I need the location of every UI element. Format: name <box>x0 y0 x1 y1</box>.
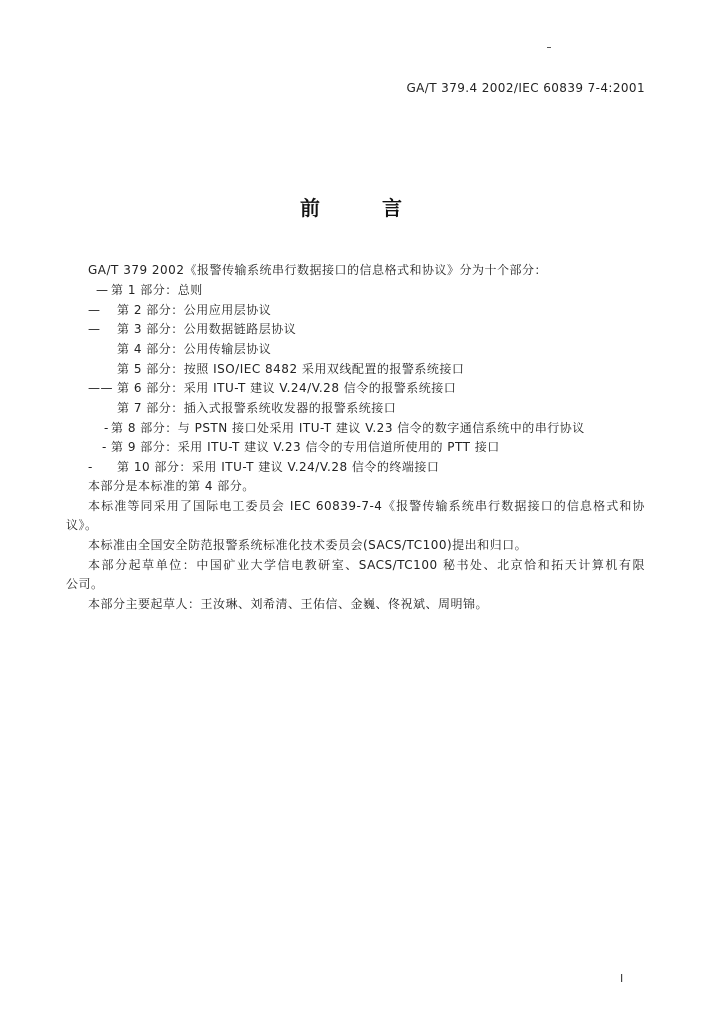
list-item-text: 第 9 部分：采用 ITU-T 建议 V.23 信令的专用信道所使用的 PTT 接口 <box>111 440 500 454</box>
list-item-text: 第 4 部分：公用传输层协议 <box>117 342 272 356</box>
proposed-by-paragraph: 本标准由全国安全防范报警系统标准化技术委员会(SACS/TC100)提出和归口。 <box>88 538 528 552</box>
list-item <box>0 321 716 338</box>
list-item <box>0 459 716 476</box>
page-number: I <box>620 972 624 985</box>
drafters-paragraph: 本部分主要起草人：王汝琳、刘希清、王佑信、金巍、佟祝斌、周明锦。 <box>88 597 489 611</box>
list-item-text: 第 1 部分：总则 <box>111 283 203 297</box>
list-dash: - <box>104 421 109 435</box>
list-dash: - <box>88 460 93 474</box>
list-dash: — <box>88 322 101 336</box>
part-note-paragraph: 本部分是本标准的第 4 部分。 <box>88 479 255 493</box>
list-dash: — <box>96 283 109 297</box>
list-item-text: 第 5 部分：按照 ISO/IEC 8482 采用双线配置的报警系统接口 <box>117 362 465 376</box>
list-item-text: 第 6 部分：采用 ITU-T 建议 V.24/V.28 信令的报警系统接口 <box>117 381 457 395</box>
adoption-paragraph-line-1: 本标准等同采用了国际电工委员会 IEC 60839-7-4《报警传输系统串行数据接口的信息格式和协 <box>88 499 645 513</box>
list-dash: —— <box>88 381 113 395</box>
list-item-text: 第 7 部分：插入式报警系统收发器的报警系统接口 <box>117 401 397 415</box>
page-title-char-1: 前 <box>300 196 320 220</box>
drafting-units-line-1: 本部分起草单位：中国矿业大学信电教研室、SACS/TC100 秘书处、北京恰和拓天计算机有限 <box>88 558 645 572</box>
standard-code-header: GA/T 379.4 2002/IEC 60839 7-4:2001 <box>406 81 645 95</box>
list-item-text: 第 2 部分：公用应用层协议 <box>117 303 272 317</box>
list-item <box>0 361 716 378</box>
list-item <box>0 380 716 397</box>
list-dash: — <box>88 303 101 317</box>
list-item <box>0 282 716 299</box>
list-item <box>0 400 716 417</box>
page-title-char-2: 言 <box>382 196 402 220</box>
list-item-text: 第 10 部分：采用 ITU-T 建议 V.24/V.28 信令的终端接口 <box>117 460 440 474</box>
intro-paragraph: GA/T 379 2002《报警传输系统串行数据接口的信息格式和协议》分为十个部分： <box>88 263 547 277</box>
list-item <box>0 302 716 319</box>
list-item-text: 第 8 部分：与 PSTN 接口处采用 ITU-T 建议 V.23 信令的数字通信系统中的串行协议 <box>111 421 585 435</box>
list-item <box>0 420 716 437</box>
list-item-text: 第 3 部分：公用数据链路层协议 <box>117 322 297 336</box>
list-item <box>0 341 716 358</box>
list-item <box>0 439 716 456</box>
adoption-paragraph-line-2: 议》。 <box>66 518 98 532</box>
drafting-units-line-2: 公司。 <box>66 577 104 591</box>
scan-speck <box>547 47 551 48</box>
list-dash: - <box>102 440 107 454</box>
